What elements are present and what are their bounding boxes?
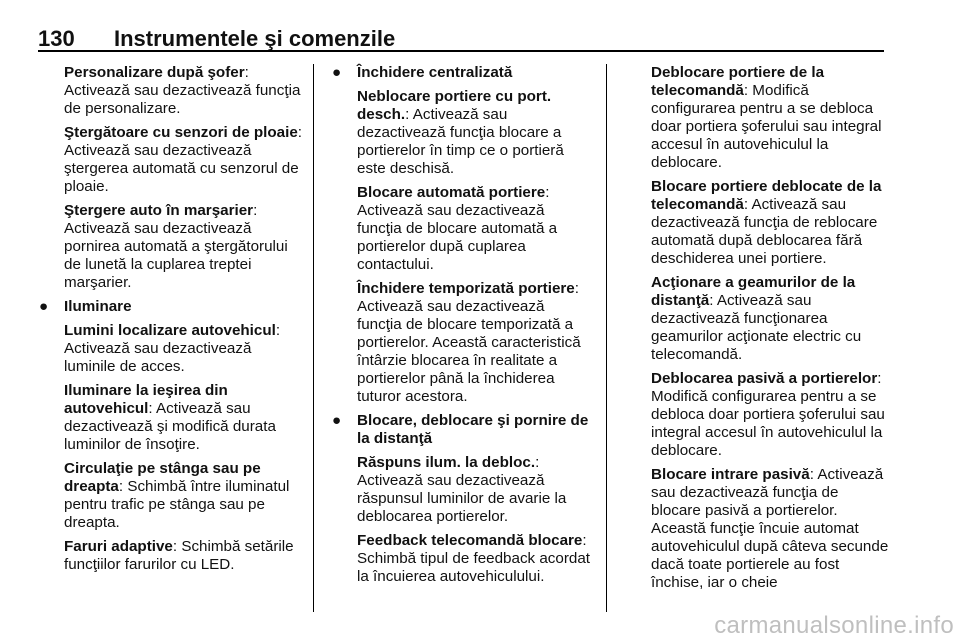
setting-label: Ştergere auto în marşarier	[64, 202, 254, 219]
page-number: 130	[38, 26, 75, 51]
setting-label: Lumini localizare autovehicul	[64, 322, 276, 339]
setting-description: : Activează sau dezactivează luminile de acces.	[64, 322, 281, 375]
setting-label: Faruri adaptive	[64, 538, 173, 555]
setting-label: Iluminare la ieşirea din autovehicul	[64, 382, 228, 417]
setting-entry	[357, 454, 593, 526]
setting-entry	[64, 460, 306, 532]
setting-label: Personalizare după şofer	[64, 64, 245, 81]
setting-description: : Activează sau dezactivează funcţia de blocare pasivă a portierelor. Această funcţie încuie automat autovehiculul după câteva secunde dacă toate portierele au fost închise, iar o cheie	[651, 466, 889, 591]
bullet-heading	[39, 298, 306, 316]
setting-description: : Activează sau dezactivează răspunsul luminilor de avarie la deblocarea portierelor.	[357, 454, 567, 525]
setting-entry	[64, 202, 306, 292]
setting-label: Neblocare portiere cu port. desch.	[357, 88, 552, 123]
setting-description: : Activează sau dezactivează funcţionarea geamurilor acţionate electric cu telecomandă.	[651, 292, 862, 363]
setting-description: : Activează sau dezactivează funcţia de personalizare.	[64, 64, 301, 117]
setting-label: Acţionare a geamurilor de la distanţă	[651, 274, 856, 309]
bullet-icon: ●	[39, 298, 49, 315]
bullet-icon: ●	[332, 64, 342, 81]
setting-label: Blocare intrare pasivă	[651, 466, 810, 483]
setting-label: Deblocare portiere de la telecomandă	[651, 64, 825, 99]
bullet-icon: ●	[332, 412, 342, 429]
setting-entry	[64, 382, 306, 454]
setting-label: Circulaţie pe stânga sau pe dreapta	[64, 460, 261, 495]
column-3	[651, 64, 891, 598]
setting-entry	[357, 88, 593, 178]
setting-entry	[357, 532, 593, 586]
setting-label: Feedback telecomandă blocare	[357, 532, 583, 549]
setting-entry	[357, 280, 593, 406]
column-divider-2	[606, 64, 607, 612]
setting-label: Deblocarea pasivă a portierelor	[651, 370, 878, 387]
setting-description: : Activează sau dezactivează funcţia de blocare temporizată a portierelor. Această caracteristică întârzie blocarea în realitate a portierelor până la închiderea tuturor acestora.	[357, 280, 581, 405]
setting-description: : Activează sau dezactivează funcţia blocare a portierelor în timp ce o portieră este deschisă.	[357, 106, 564, 177]
bullet-heading-text: Blocare, deblocare şi pornire de la distanţă	[357, 412, 589, 447]
setting-entry	[651, 274, 891, 364]
setting-description: : Activează sau dezactivează funcţia de blocare automată a portierelor după cuplarea contactului.	[357, 184, 558, 273]
setting-label: Ştergătoare cu senzori de ploaie	[64, 124, 298, 141]
setting-label: Blocare portiere deblocate de la telecomandă	[651, 178, 882, 213]
setting-label: Răspuns ilum. la debloc.	[357, 454, 536, 471]
bullet-heading-text: Iluminare	[64, 298, 132, 315]
setting-entry	[64, 538, 306, 574]
setting-description: : Activează sau dezactivează ştergerea automată cu senzorul de ploaie.	[64, 124, 303, 195]
setting-entry	[357, 184, 593, 274]
setting-label: Închidere temporizată portiere	[357, 280, 575, 297]
setting-label: Blocare automată portiere	[357, 184, 546, 201]
setting-entry	[651, 370, 891, 460]
bullet-heading	[332, 64, 593, 82]
header-rule	[38, 50, 884, 52]
column-2	[332, 64, 593, 592]
bullet-heading-text: Închidere centralizată	[357, 64, 513, 81]
setting-description: : Schimbă setările funcţiilor farurilor cu LED.	[64, 538, 294, 573]
setting-description: : Modifică configurarea pentru a se debloca doar portiera şoferului sau integral accesul în autovehiculul la deblocare.	[651, 370, 885, 459]
setting-description: : Schimbă tipul de feedback acordat la încuierea autovehiculului.	[357, 532, 591, 585]
column-divider-1	[313, 64, 314, 612]
bullet-heading	[332, 412, 593, 448]
setting-description: : Activează sau dezactivează funcţia de reblocare automată după deblocarea fără deschiderea unei portiere.	[651, 196, 878, 267]
setting-entry	[64, 322, 306, 376]
setting-entry	[651, 64, 891, 172]
page-title: Instrumentele şi comenzile	[114, 26, 396, 51]
setting-description: : Schimbă între iluminatul pentru trafic pe stânga sau pe dreapta.	[64, 478, 290, 531]
setting-description: : Activează sau dezactivează pornirea automată a ştergătorului de lunetă la cuplarea treptei marşarier.	[64, 202, 288, 291]
setting-entry	[64, 64, 306, 118]
setting-description: : Modifică configurarea pentru a se debloca doar portiera şoferului sau integral accesul în autovehiculul la deblocare.	[651, 82, 882, 171]
column-1	[39, 64, 306, 580]
setting-entry	[651, 178, 891, 268]
watermark: carmanualsonline.info	[714, 612, 954, 639]
setting-entry	[64, 124, 306, 196]
setting-description: : Activează sau dezactivează şi modifică durata luminilor de însoţire.	[64, 400, 276, 453]
setting-entry	[651, 466, 891, 592]
